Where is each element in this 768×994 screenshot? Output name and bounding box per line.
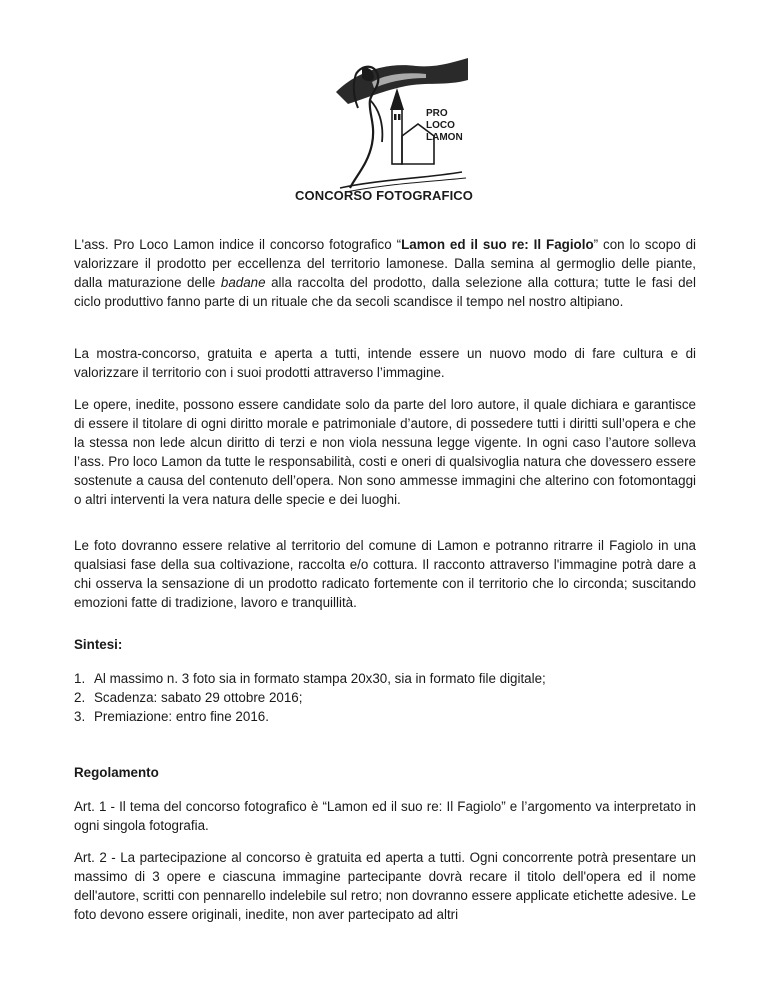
logo-drawing-icon <box>326 52 470 194</box>
paragraph-foto: Le foto dovranno essere relative al territorio del comune di Lamon e potranno ritrarre il Fagiolo in una qualsiasi fase della sua coltivazione, raccolta e/o cottura. Il racconto attraverso l'immagine potrà dare a chi osserva la sensazione di un prodotto radicato fortemente con il territorio che lo circonda; suscitando emozioni fatte di tradizione, lavoro e tranquillità. <box>74 538 696 610</box>
sintesi-heading: Sintesi: <box>74 637 123 652</box>
list-item <box>74 669 546 688</box>
logo-line-2: LOCO <box>426 120 455 131</box>
logo-line-1: PRO <box>426 108 448 119</box>
list-item-text: Al massimo n. 3 foto sia in formato stampa 20x30, sia in formato file digitale; <box>94 671 546 686</box>
logo-line-3: LAMON <box>426 132 463 143</box>
pro-loco-lamon-logo <box>326 52 470 194</box>
intro-text-middle: ” con lo scopo di valorizzare il prodotto per eccellenza del territorio lamonese. Dalla semina al germoglio delle piante, dalla maturazione delle <box>74 237 696 290</box>
page-title: CONCORSO FOTOGRAFICO <box>295 188 473 203</box>
sintesi-list <box>74 669 546 726</box>
badane-term: badane <box>220 275 266 290</box>
list-item-number: 2. <box>74 690 86 705</box>
contest-name: Lamon ed il suo re: Il Fagiolo <box>401 237 594 252</box>
paragraph-mostra: La mostra-concorso, gratuita e aperta a tutti, intende essere un nuovo modo di fare cultura e di valorizzare il territorio con i suoi prodotti attraverso l’immagine. <box>74 346 696 380</box>
list-item-text: Scadenza: sabato 29 ottobre 2016; <box>94 690 303 705</box>
list-item-number: 1. <box>74 671 86 686</box>
intro-paragraph <box>74 235 696 311</box>
list-item-text: Premiazione: entro fine 2016. <box>94 709 269 724</box>
list-item <box>74 707 546 726</box>
paragraph-opere: Le opere, inedite, possono essere candidate solo da parte del loro autore, il quale dichiara e garantisce di essere il titolare di ogni diritto morale e patrimoniale d’autore, di possedere tutti i diritti sull’opera e che la stessa non lede alcun diritto di terzi e non viola nessuna legge vigente. In ogni caso l’autore solleva l’ass. Pro loco Lamon da tutte le responsabilità, costi e oneri di qualsivoglia natura che dovessero essere sostenute a causa del contenuto dell’opera. Non sono ammesse immagini che alterino con fotomontaggi o altri interventi la vera natura delle specie e dei luoghi. <box>74 397 696 507</box>
intro-text-after: alla raccolta del prodotto, dalla selezione alla cottura; tutte le fasi del ciclo produttivo fanno parte di un rituale che da secoli scandisce il tempo nel nostro altipiano. <box>74 275 696 309</box>
article-1: Art. 1 - Il tema del concorso fotografico è “Lamon ed il suo re: Il Fagiolo” e l’argomento va interpretato in ogni singola fotografia. <box>74 799 696 833</box>
list-item-number: 3. <box>74 709 86 724</box>
list-item <box>74 688 546 707</box>
intro-text-before: L'ass. Pro Loco Lamon indice il concorso fotografico “ <box>74 237 402 252</box>
article-2: Art. 2 - La partecipazione al concorso è gratuita ed aperta a tutti. Ogni concorrente potrà presentare un massimo di 3 opere e ciascuna immagine partecipante dovrà recare il titolo dell'opera ed il nome dell'autore, scritti con pennarello indelebile sul retro; non dovranno essere applicate etichette adesive. Le foto devono essere originali, inedite, non aver partecipato ad altri <box>74 850 696 922</box>
regolamento-heading: Regolamento <box>74 765 159 780</box>
